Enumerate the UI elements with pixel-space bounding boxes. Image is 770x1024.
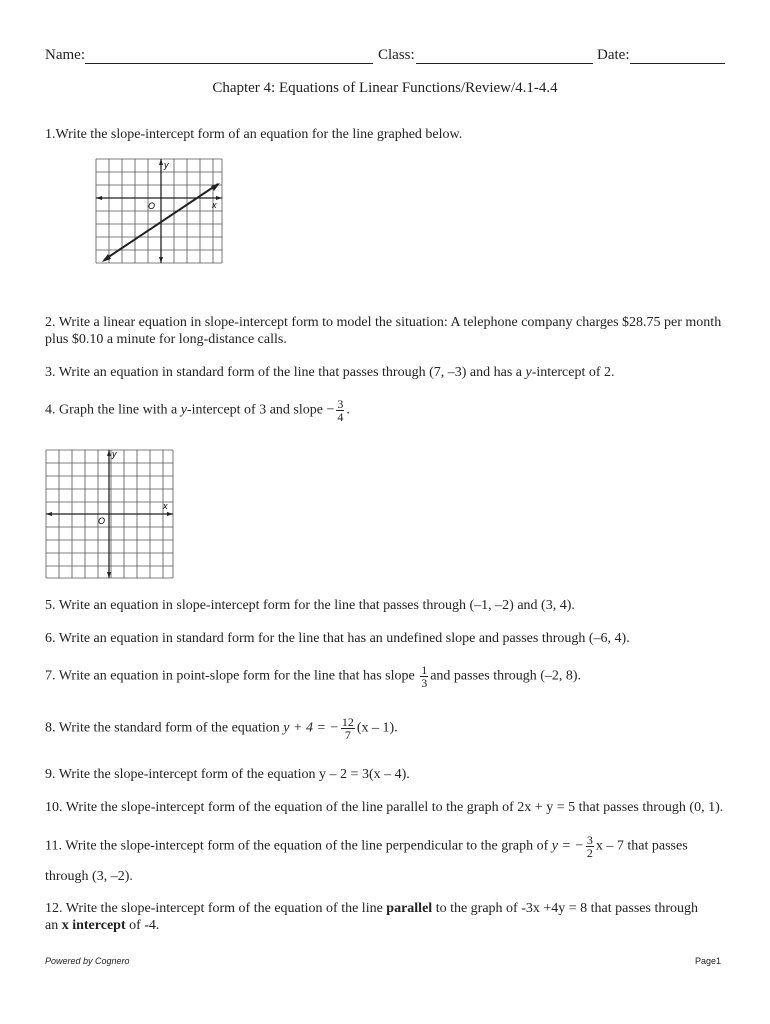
q7-slope-fraction xyxy=(420,664,428,689)
graph-q4-origin-label: O xyxy=(98,516,106,526)
q9-eq: y – 2 = 3(x – 4) xyxy=(319,767,407,782)
q12-bold-x-intercept: x intercept xyxy=(61,918,126,933)
q11-num: 3 xyxy=(586,833,593,847)
question-10: 10. Write the slope-intercept form of the equation of the line parallel to the graph of 2x + y = 5 that passes through (0, 1). xyxy=(45,800,724,815)
q11-fraction xyxy=(586,834,594,859)
graph-q1-grid xyxy=(96,159,222,263)
question-7 xyxy=(45,664,735,689)
q11-text-a: 11. Write the slope-intercept form of the equation of the line perpendicular to the graph of xyxy=(45,838,552,854)
q4-y-axis-down-arrow-icon xyxy=(107,572,111,578)
q12-text-b: to the graph of -3x +4y = 8 that passes through xyxy=(432,901,698,916)
class-field[interactable] xyxy=(416,63,593,64)
line-arrow-up-icon xyxy=(211,183,220,191)
name-label: Name: xyxy=(45,47,85,63)
q4-num: 3 xyxy=(337,397,344,411)
q12-text-a: 12. Write the slope-intercept form of the equation of the line xyxy=(45,901,387,916)
q8-end: . xyxy=(394,720,398,736)
q12-bold-parallel: parallel xyxy=(386,901,433,916)
header-fields xyxy=(45,47,727,67)
y-axis-down-arrow-icon xyxy=(159,257,163,263)
q3-var: y xyxy=(525,365,532,380)
q4-end: . xyxy=(346,402,350,418)
q4-sign: − xyxy=(326,402,335,418)
q4-x-axis-right-arrow-icon xyxy=(167,512,173,516)
question-6: 6. Write an equation in standard form for the line that has an undefined slope and passes through (–6, 4). xyxy=(45,631,630,646)
question-9 xyxy=(45,766,735,783)
page-title: Chapter 4: Equations of Linear Functions/Review/4.1-4.4 xyxy=(212,80,558,96)
question-1: 1.Write the slope-intercept form of an equation for the line graphed below. xyxy=(45,127,463,142)
graph-q4-x-label: x xyxy=(163,501,168,511)
date-field[interactable] xyxy=(630,63,725,64)
q7-num: 1 xyxy=(421,663,428,677)
q11-eq-right: x – 7 xyxy=(595,838,624,854)
question-11-line-2: through (3, –2). xyxy=(45,869,133,884)
q8-eq-right: (x – 1) xyxy=(356,720,395,736)
footer-page-number: Page1 xyxy=(695,956,722,966)
class-label: Class: xyxy=(378,47,415,63)
q8-text-a: 8. Write the standard form of the equation xyxy=(45,720,284,736)
q8-fraction xyxy=(341,716,355,741)
q8-num: 12 xyxy=(341,715,354,729)
q11-den: 2 xyxy=(586,846,593,860)
graph-q4[interactable] xyxy=(42,446,178,582)
q4-text-b: -intercept of 3 and slope xyxy=(186,402,327,418)
q9-end: . xyxy=(406,767,410,782)
question-5: 5. Write an equation in slope-intercept form for the line that passes through (–1, –2) and (3, 4). xyxy=(45,598,575,613)
x-axis-right-arrow-icon xyxy=(216,196,222,200)
y-axis-up-arrow-icon xyxy=(159,159,163,165)
graph-q4-y-label: y xyxy=(112,449,117,459)
x-axis-left-arrow-icon xyxy=(96,196,102,200)
graph-q1 xyxy=(90,156,226,268)
q4-slope-fraction xyxy=(336,398,344,423)
q12-text-d: of -4. xyxy=(125,918,160,933)
q12-text-c: an xyxy=(45,918,62,933)
q9-text-a: 9. Write the slope-intercept form of the equation xyxy=(45,767,320,782)
graph-q1-x-label: x xyxy=(212,200,217,210)
name-field[interactable] xyxy=(85,63,373,64)
question-4 xyxy=(45,398,735,423)
question-12 xyxy=(45,900,735,934)
q11-text-b: that passes xyxy=(623,838,688,854)
q4-x-axis-left-arrow-icon xyxy=(46,512,52,516)
question-3 xyxy=(45,364,735,381)
q4-text-a: 4. Graph the line with a xyxy=(45,402,181,418)
q8-den: 7 xyxy=(344,728,351,742)
q4-y-axis-up-arrow-icon xyxy=(107,450,111,456)
graph-q4-axes xyxy=(46,450,173,578)
footer-powered-by: Powered by Cognero xyxy=(45,956,130,966)
q4-den: 4 xyxy=(337,410,344,424)
q11-eq-left: y = − xyxy=(551,838,584,854)
question-11 xyxy=(45,834,735,859)
q7-text-a: 7. Write an equation in point-slope form for the line that has slope xyxy=(45,668,419,684)
q7-text-b: and passes through (–2, 8). xyxy=(430,668,582,684)
q4-var: y xyxy=(180,402,187,418)
question-8 xyxy=(45,716,735,741)
date-label: Date: xyxy=(597,47,630,63)
q3-text-a: 3. Write an equation in standard form of the line that passes through (7, –3) and has a xyxy=(45,365,526,380)
graph-q1-y-label: y xyxy=(164,160,169,170)
q7-den: 3 xyxy=(421,676,428,690)
q3-text-b: -intercept of 2. xyxy=(531,365,615,380)
graph-q1-origin-label: O xyxy=(148,201,156,211)
q8-eq-left: y + 4 = − xyxy=(283,720,339,736)
question-2: 2. Write a linear equation in slope-intercept form to model the situation: A telephone company charges $28.75 per month plus $0.10 a minute for long-distance calls. xyxy=(45,315,722,347)
